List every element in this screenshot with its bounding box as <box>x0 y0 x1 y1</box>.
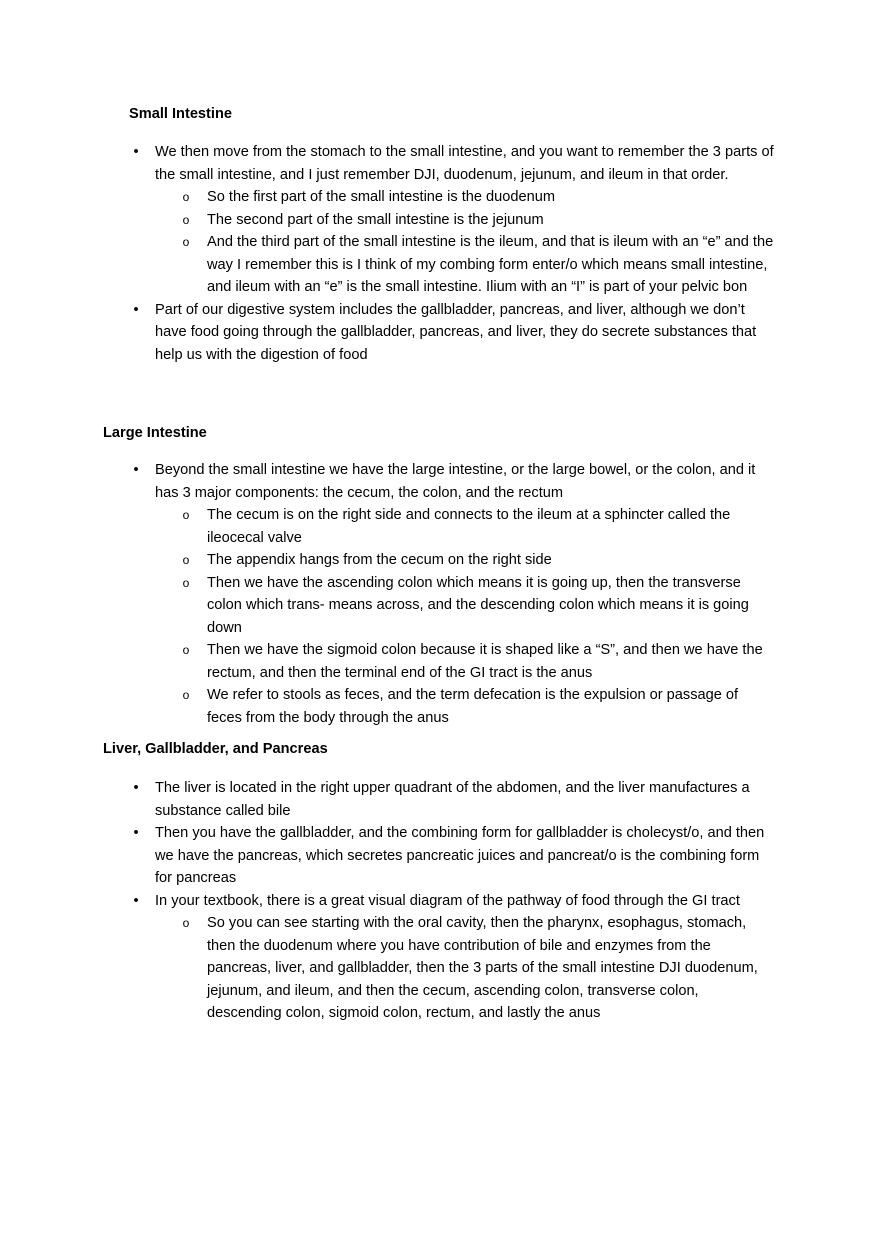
bullet-icon: • <box>133 780 139 796</box>
sub-list-item <box>182 186 775 209</box>
circle-bullet-icon: o <box>182 553 190 567</box>
list-item <box>0 299 775 367</box>
bullet-icon: • <box>133 462 139 478</box>
circle-bullet-icon: o <box>182 190 190 204</box>
circle-bullet-icon: o <box>182 916 190 930</box>
sub-list <box>155 504 775 729</box>
bullet-list <box>0 777 775 1025</box>
sub-list-item-text: Then we have the sigmoid colon because it is shaped like a “S”, and then we have the rectum, and then the terminal end of the GI tract is the anus <box>207 642 763 681</box>
sub-list-item <box>182 684 775 729</box>
section-heading: Small Intestine <box>129 106 232 122</box>
sub-list-item <box>182 549 775 572</box>
sub-list-item <box>182 639 775 684</box>
list-item <box>0 459 775 729</box>
list-item <box>0 777 775 822</box>
bullet-icon: • <box>133 892 139 909</box>
circle-bullet-icon: o <box>182 575 190 590</box>
bullet-icon: • <box>133 144 139 160</box>
section-heading: Large Intestine <box>103 425 207 441</box>
bullet-list <box>0 459 775 729</box>
circle-bullet-icon: o <box>182 688 190 702</box>
list-item-text: Then you have the gallbladder, and the combining form for gallbladder is cholecyst/o, and then we have the pancreas, which secretes pancreatic juices and pancreat/o is the combining form for pancreas <box>155 825 765 886</box>
sub-list-item <box>182 912 775 1025</box>
sub-list-item <box>182 504 775 549</box>
sub-list-item-text: So you can see starting with the oral cavity, then the pharynx, esophagus, stomach, then the duodenum where you have contribution of bile and enzymes from the pancreas, liver, and gallbladder, then the 3 parts of the small intestine DJI duodenum, jejunum, and ileum, and then the cecum, ascending colon, transverse colon, descending colon, sigmoid colon, rectum, and lastly the anus <box>207 915 758 1021</box>
list-item-text: We then move from the stomach to the small intestine, and you want to remember the 3 parts of the small intestine, and I just remember DJI, duodenum, jejunum, and ileum in that order. <box>155 144 774 183</box>
list-item-text: Part of our digestive system includes the gallbladder, pancreas, and liver, although we don’t have food going through the gallbladder, pancreas, and liver, they do secrete substances that help us with the digestion of food <box>155 301 757 363</box>
section-heading: Liver, Gallbladder, and Pancreas <box>103 741 328 757</box>
sub-list <box>155 912 775 1025</box>
sub-list-item <box>182 209 775 232</box>
list-item <box>0 890 775 1025</box>
list-item-text: The liver is located in the right upper quadrant of the abdomen, and the liver manufactures a substance called bile <box>155 780 750 819</box>
sub-list-item-text: And the third part of the small intestine is the ileum, and that is ileum with an “e” and the way I remember this is I think of my combing form enter/o which means small intestine, and ileum with an “e” is the small intestine. Ilium with an “I” is part of your pelvic bon <box>207 234 774 295</box>
list-item-text: Beyond the small intestine we have the large intestine, or the large bowel, or the colon, and it has 3 major components: the cecum, the colon, and the rectum <box>155 462 756 501</box>
circle-bullet-icon: o <box>182 212 190 227</box>
sub-list <box>155 186 775 299</box>
bullet-list <box>0 141 775 366</box>
sub-list-item-text: We refer to stools as feces, and the term defecation is the expulsion or passage of feces from the body through the anus <box>207 687 739 726</box>
bullet-icon: • <box>133 825 139 841</box>
bullet-icon: • <box>133 301 139 318</box>
list-item <box>0 822 775 890</box>
list-item-text: In your textbook, there is a great visual diagram of the pathway of food through the GI tract <box>155 892 740 909</box>
circle-bullet-icon: o <box>182 643 190 657</box>
sub-list-item-text: The cecum is on the right side and connects to the ileum at a sphincter called the ileocecal valve <box>207 507 731 546</box>
circle-bullet-icon: o <box>182 235 190 249</box>
sub-list-item-text: So the first part of the small intestine is the duodenum <box>207 189 556 205</box>
sub-list-item <box>182 231 775 299</box>
list-item <box>0 141 775 299</box>
circle-bullet-icon: o <box>182 508 190 522</box>
sub-list-item-text: The appendix hangs from the cecum on the right side <box>207 552 552 568</box>
sub-list-item-text: The second part of the small intestine is the jejunum <box>207 211 544 228</box>
sub-list-item <box>182 572 775 640</box>
sub-list-item-text: Then we have the ascending colon which means it is going up, then the transverse colon which trans- means across, and the descending colon which means it is going down <box>207 574 749 636</box>
